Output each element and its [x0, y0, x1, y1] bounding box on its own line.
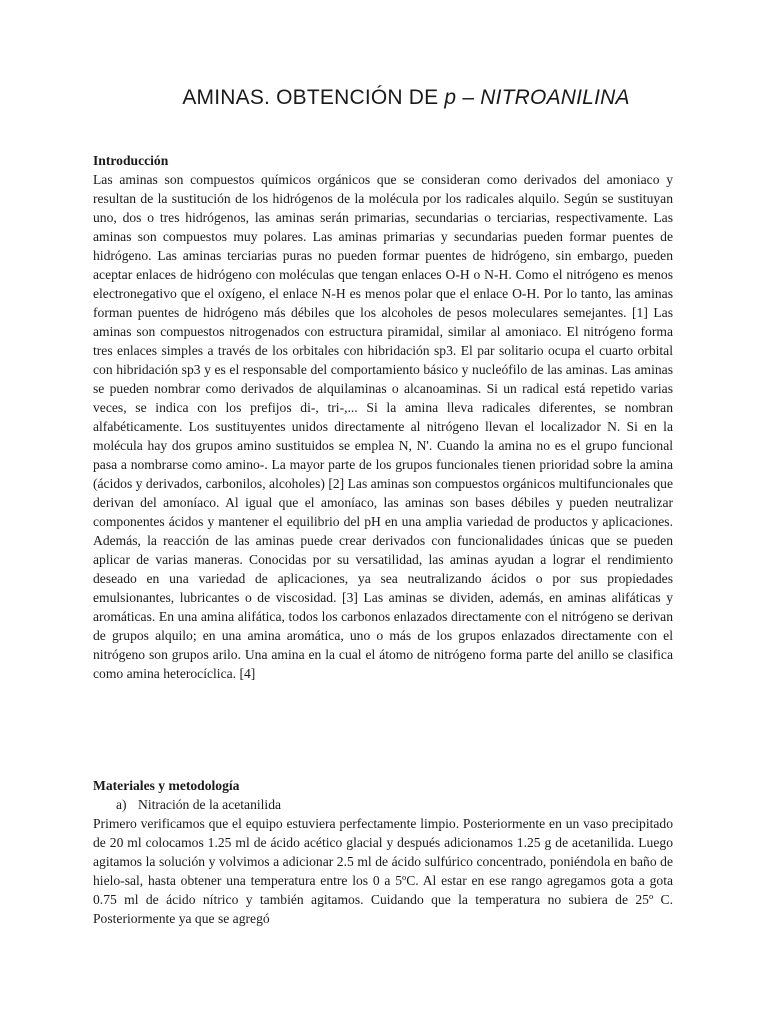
- introduction-heading: Introducción: [93, 153, 169, 168]
- introduction-section: [93, 151, 673, 683]
- title-italic-p: p: [444, 86, 457, 109]
- list-item-label: Nitración de la acetanilida: [138, 797, 282, 812]
- methods-list-item: [93, 795, 673, 814]
- title-dash: –: [456, 86, 481, 109]
- title-main: AMINAS. OBTENCIÓN DE: [182, 86, 445, 109]
- methods-heading: Materiales y metodología: [93, 778, 240, 793]
- methods-section: [93, 776, 673, 928]
- introduction-paragraph: Las aminas son compuestos químicos orgánicos que se consideran como derivados del amoniaco y resultan de la sustitución de los hidrógenos de la molécula por los radicales alquilo. Según se sustituyan uno, dos o tres hidrógenos, las aminas serán primarias, secundarias o terciarias, respectivamente. Las aminas son compuestos muy polares. Las aminas primarias y secundarias pueden formar puentes de hidrógeno. Las aminas terciarias puras no pueden formar puentes de hidrógeno, sin embargo, pueden aceptar enlaces de hidrógeno con moléculas que tengan enlaces O-H o N-H. Como el nitrógeno es menos electronegativo que el oxígeno, el enlace N-H es menos polar que el enlace O-H. Por lo tanto, las aminas forman puentes de hidrógeno más débiles que los alcoholes de pesos moleculares semejantes. [1] Las aminas son compuestos nitrogenados con estructura piramidal, similar al amoniaco. El nitrógeno forma tres enlaces simples a través de los orbitales con hibridación sp3. El par solitario ocupa el cuarto orbital con hibridación sp3 y es el responsable del comportamiento básico y nucleófilo de las aminas. Las aminas se pueden nombrar como derivados de alquilaminas o alcanoaminas. Si un radical está repetido varias veces, se indica con los prefijos di-, tri-,... Si la amina lleva radicales diferentes, se nombran alfabéticamente. Los sustituyentes unidos directamente al nitrógeno llevan el localizador N. Si en la molécula hay dos grupos amino sustituidos se emplea N, N'. Cuando la amina no es el grupo funcional pasa a nombrarse como amino-. La mayor parte de los grupos funcionales tienen prioridad sobre la amina (ácidos y derivados, carbonilos, alcoholes) [2] Las aminas son compuestos orgánicos multifuncionales que derivan del amoníaco. Al igual que el amoníaco, las aminas son bases débiles y pueden neutralizar componentes ácidos y mantener el equilibrio del pH en una amplia variedad de productos y aplicaciones. Además, la reacción de las aminas puede crear derivados con funcionalidades únicas que se pueden aplicar de varias maneras. Conocidas por su versatilidad, las aminas ayudan a lograr el rendimiento deseado en una variedad de aplicaciones, ya sea neutralizando ácidos o por sus propiedades emulsionantes, lubricantes o de viscosidad. [3] Las aminas se dividen, además, en aminas alifáticas y aromáticas. En una amina alifática, todos los carbonos enlazados directamente con el nitrógeno se derivan de grupos alquilo; en una amina aromática, uno o más de los grupos enlazados directamente con el nitrógeno son grupos arilo. Una amina en la cual el átomo de nitrógeno forma parte del anillo se clasifica como amina heterocíclica. [4]: [93, 172, 673, 681]
- list-item-marker: a): [116, 797, 127, 812]
- document-title: [0, 86, 768, 110]
- methods-paragraph: Primero verificamos que el equipo estuviera perfectamente limpio. Posteriormente en un vaso precipitado de 20 ml colocamos 1.25 ml de ácido acético glacial y después adicionamos 1.25 g de acetanilida. Luego agitamos la solución y volvimos a adicionar 2.5 ml de ácido sulfúrico concentrado, poniéndola en baño de hielo-sal, hasta obtener una temperatura entre los 0 a 5ºC. Al estar en ese rango agregamos gota a gota 0.75 ml de ácido nítrico y también agitamos. Cuidando que la temperatura no subiera de 25º C. Posteriormente ya que se agregó: [93, 816, 673, 926]
- title-italic-name: NITROANILINA: [480, 86, 630, 109]
